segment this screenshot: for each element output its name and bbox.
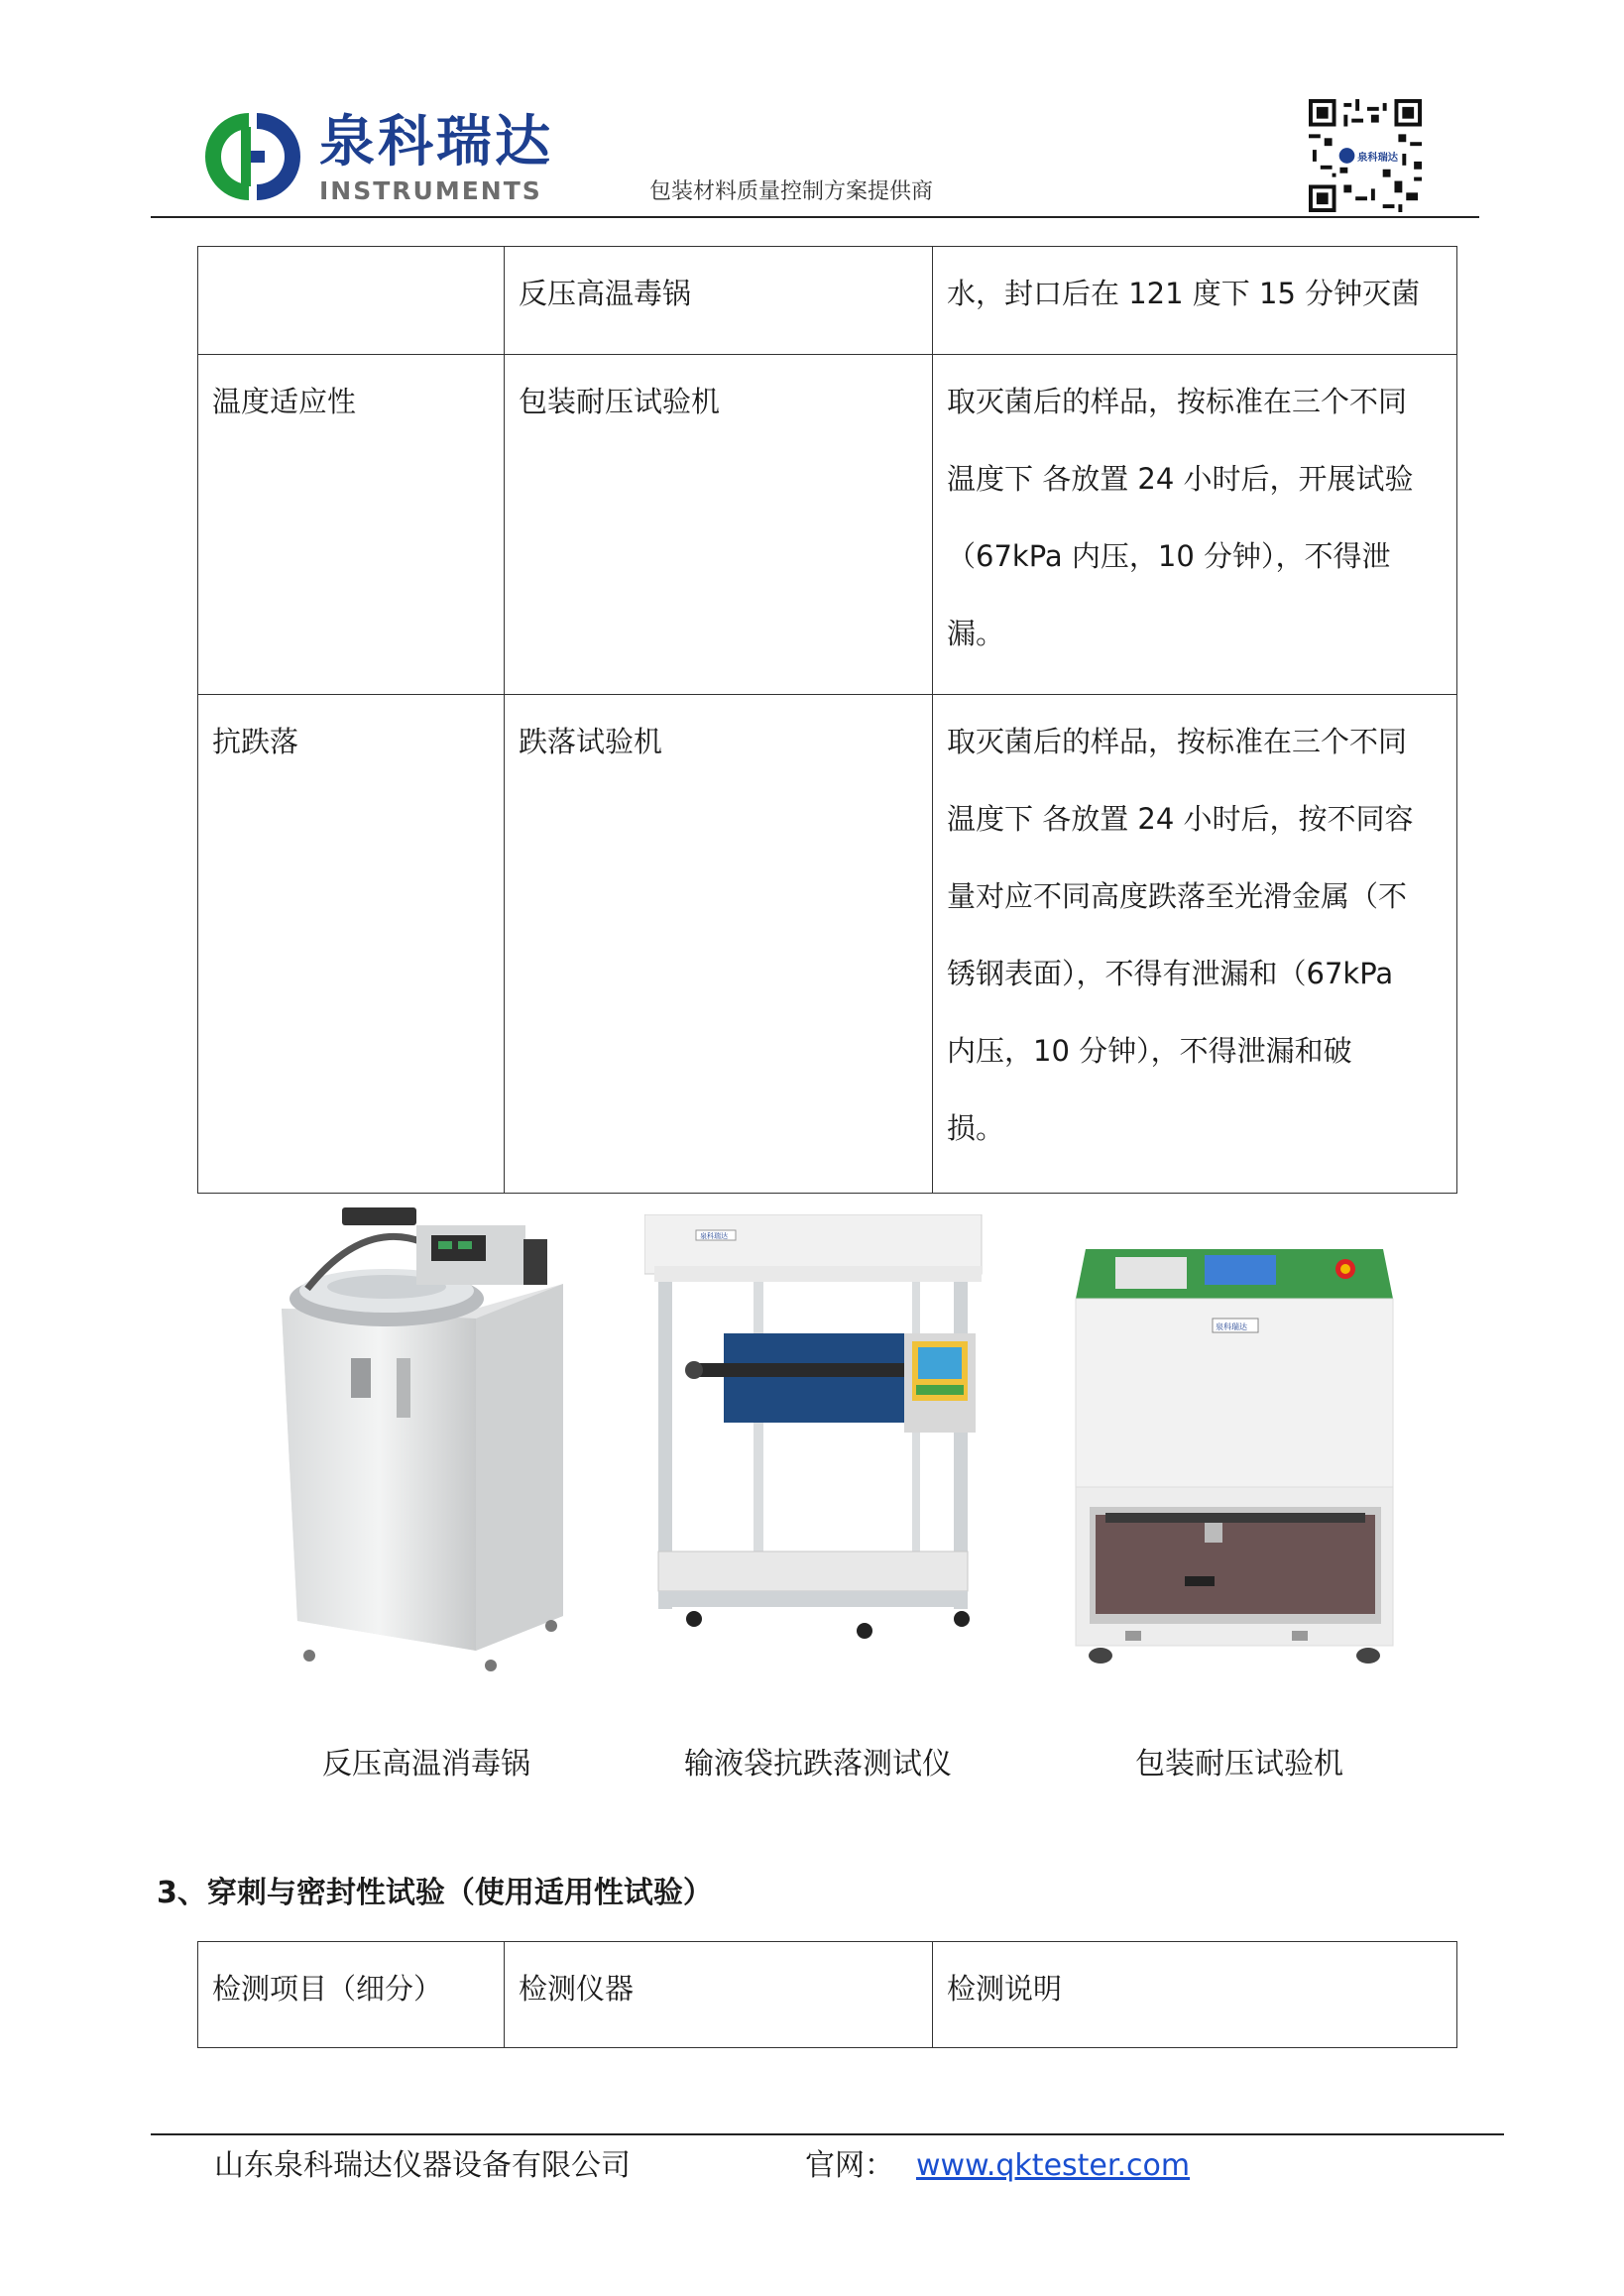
product-caption-pressure-tester: 包装耐压试验机 bbox=[1135, 1747, 1343, 1781]
autoclave-image bbox=[268, 1200, 585, 1675]
table-cell-instrument: 包装耐压试验机 bbox=[505, 355, 933, 695]
qr-brand-label: 泉科瑞达 bbox=[1357, 153, 1399, 165]
table-cell-description: 取灭菌后的样品，按标准在三个不同 温度下 各放置 24 小时后，开展试验 （67kPa 内压，10 分钟），不得泄 漏。 bbox=[933, 355, 1457, 695]
table-header-description: 检测说明 bbox=[933, 1942, 1457, 2048]
table-header-item: 检测项目（细分） bbox=[198, 1942, 505, 2048]
table-cell-item: 抗跌落 bbox=[198, 695, 505, 1194]
table-row bbox=[198, 695, 1457, 1194]
header-divider bbox=[151, 216, 1479, 218]
brand-name-cn: 泉科瑞达 bbox=[319, 110, 553, 174]
table-row bbox=[198, 247, 1457, 355]
table-header-instrument: 检测仪器 bbox=[505, 1942, 933, 2048]
company-tagline: 包装材料质量控制方案提供商 bbox=[649, 179, 934, 204]
section-heading: 3、穿刺与密封性试验（使用适用性试验） bbox=[157, 1876, 713, 1910]
drop-tester-image bbox=[644, 1214, 991, 1651]
table-row bbox=[198, 355, 1457, 695]
table-header-row bbox=[198, 1942, 1457, 2048]
table-cell-item bbox=[198, 247, 505, 355]
footer-site-label: 官网： bbox=[805, 2148, 894, 2183]
product-caption-drop-tester: 输液袋抗跌落测试仪 bbox=[684, 1747, 952, 1781]
drop-tester-panel-brand: 泉科瑞达 bbox=[700, 1232, 728, 1240]
footer-website-link[interactable]: www.qktester.com bbox=[916, 2148, 1191, 2183]
footer-divider bbox=[151, 2133, 1504, 2135]
brand-name-en: INSTRUMENTS bbox=[319, 176, 542, 205]
footer-company-name: 山东泉科瑞达仪器设备有限公司 bbox=[214, 2148, 631, 2183]
pressure-tester-panel-brand: 泉科瑞达 bbox=[1216, 1322, 1247, 1331]
page-header bbox=[0, 0, 1624, 220]
table-cell-item: 温度适应性 bbox=[198, 355, 505, 695]
table-cell-description: 取灭菌后的样品，按标准在三个不同 温度下 各放置 24 小时后，按不同容 量对应不同高度跌落至光滑金属（不 锈钢表面），不得有泄漏和（67kPa 内压，10 分钟），不得泄漏和破 损。 bbox=[933, 695, 1457, 1194]
test-table-continued bbox=[197, 246, 1457, 1194]
table-cell-description: 水，封口后在 121 度下 15 分钟灭菌 bbox=[933, 247, 1457, 355]
table-cell-instrument: 跌落试验机 bbox=[505, 695, 933, 1194]
company-logo-icon bbox=[203, 107, 302, 206]
pressure-tester-image bbox=[1066, 1239, 1403, 1675]
table-cell-instrument: 反压高温毒锅 bbox=[505, 247, 933, 355]
product-caption-autoclave: 反压高温消毒锅 bbox=[322, 1747, 530, 1781]
puncture-seal-table bbox=[197, 1941, 1457, 2048]
qr-code-icon[interactable] bbox=[1309, 99, 1422, 212]
